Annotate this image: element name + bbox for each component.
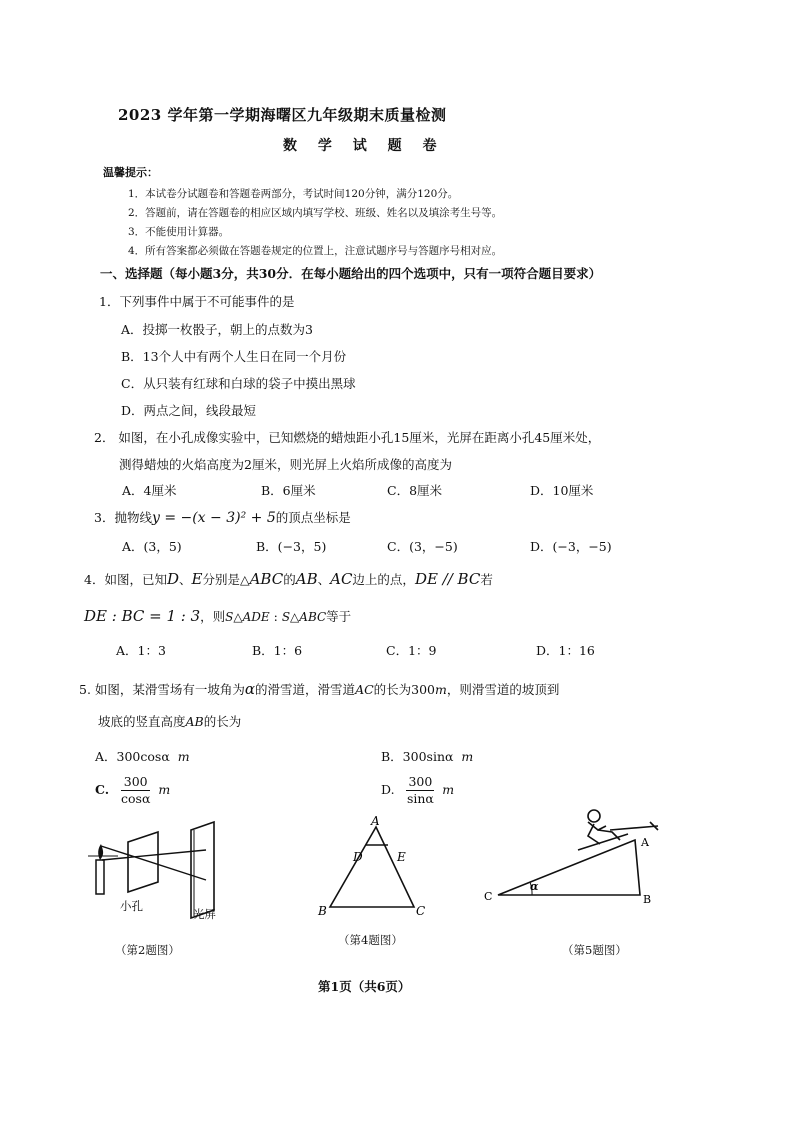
figure-4-caption: （第4题图） bbox=[338, 933, 403, 947]
q1-option-d: D．两点之间，线段最短 bbox=[121, 403, 257, 418]
figure-5-ski-slope bbox=[480, 800, 670, 915]
tip-item-3: 3．不能使用计算器。 bbox=[128, 226, 230, 238]
q1-option-a: A．投掷一枚骰子，朝上的点数为3 bbox=[121, 322, 313, 337]
q4-text-a: 4．如图，已知 bbox=[84, 572, 167, 587]
q5-option-c-label: C. bbox=[95, 782, 110, 797]
q3-option-b: B．(−3，5) bbox=[256, 539, 327, 554]
q5-option-b-unit: m bbox=[461, 749, 474, 764]
tip-item-2: 2．答题前，请在答题卷的相应区域内填写学校、班级、姓名以及填涂考生号等。 bbox=[128, 207, 503, 219]
q5-text-e: 坡底的竖直高度 bbox=[98, 714, 186, 729]
q5-unit: m bbox=[435, 682, 447, 697]
q5-text-d: ，则滑雪道的坡顶到 bbox=[446, 682, 560, 697]
q5-option-a-text: A．300cosα bbox=[95, 749, 170, 764]
q2-option-c: C．8厘米 bbox=[387, 483, 443, 498]
point-e-label: E bbox=[397, 850, 406, 864]
q4-point-d: D bbox=[166, 570, 179, 588]
q4-text-colon: : bbox=[269, 609, 282, 624]
q4-area-abc: S△ABC bbox=[281, 610, 327, 624]
figure-5-caption: （第5题图） bbox=[562, 943, 627, 957]
skier-head bbox=[588, 810, 600, 822]
q1-stem: 1．下列事件中属于不可能事件的是 bbox=[99, 294, 295, 309]
q5-text-f: 的长为 bbox=[203, 714, 242, 729]
q5-option-d bbox=[381, 774, 454, 807]
q4-point-e: E bbox=[191, 570, 203, 588]
section-heading: 一、选择题（每小题3分，共30分．在每小题给出的四个选项中，只有一项符合题目要求） bbox=[100, 266, 602, 281]
q4-text-end: 等于 bbox=[326, 609, 352, 624]
angle-alpha-label: α bbox=[530, 880, 539, 893]
q3-stem bbox=[94, 508, 351, 526]
q4-area-ade: S△ADE bbox=[225, 610, 270, 624]
q5-side-ab: AB bbox=[185, 714, 204, 729]
point-c-label: C bbox=[416, 904, 426, 918]
q4-stem-line1 bbox=[84, 570, 493, 588]
q4-side-ac: AC bbox=[330, 570, 353, 588]
q5-stem-line2 bbox=[98, 712, 241, 730]
q5-option-a-unit: m bbox=[177, 749, 190, 764]
q5-option-c-denominator: cosα bbox=[121, 791, 151, 806]
slope-triangle bbox=[498, 840, 640, 895]
point-c-label: C bbox=[484, 890, 493, 903]
q5-option-d-label: D. bbox=[381, 782, 395, 797]
q5-text-c: 的长为300 bbox=[373, 682, 436, 697]
label-small-hole: 小孔 bbox=[120, 899, 143, 913]
exam-title: 2023 学年第一学期海曙区九年级期末质量检测 bbox=[118, 106, 447, 124]
q5-text-a: 5. 如图，某滑雪场有一坡角为 bbox=[79, 682, 245, 697]
page-number: 第1页（共6页） bbox=[318, 979, 411, 994]
q4-parallel: DE // BC bbox=[414, 570, 481, 588]
q5-option-c-fraction bbox=[121, 774, 150, 807]
skier-leg bbox=[598, 830, 620, 840]
point-d-label: D bbox=[353, 850, 363, 864]
q2-option-d: D．10厘米 bbox=[530, 483, 594, 498]
q4-option-a: A．1：3 bbox=[116, 643, 166, 658]
candle bbox=[96, 860, 104, 894]
q1-option-b: B．13个人中有两个人生日在同一个月份 bbox=[121, 349, 347, 364]
q5-option-b-text: B．300sinα bbox=[381, 749, 454, 764]
q2-option-b: B．6厘米 bbox=[261, 483, 316, 498]
q4-text-b: 、 bbox=[179, 572, 192, 587]
q4-stem-line2 bbox=[84, 607, 351, 625]
q4-text-sep: 、 bbox=[317, 572, 331, 587]
q5-stem-line1 bbox=[79, 680, 559, 698]
figure-4-triangle bbox=[310, 815, 440, 920]
q5-option-d-unit: m bbox=[442, 782, 455, 797]
q5-side-ac: AC bbox=[355, 682, 374, 697]
skier-arm bbox=[588, 822, 606, 830]
q2-stem-line1: 2． 如图，在小孔成像实验中，已知燃烧的蜡烛距小孔15厘米，光屏在距离小孔45厘米处， bbox=[94, 430, 601, 445]
q4-text-g: 若 bbox=[480, 572, 493, 587]
q5-alpha: α bbox=[244, 680, 256, 698]
ski-pole bbox=[610, 826, 658, 830]
q3-option-a: A．(3，5) bbox=[122, 539, 182, 554]
q5-option-d-numerator: 300 bbox=[408, 774, 433, 789]
q5-option-b bbox=[381, 747, 473, 765]
q5-option-c-unit: m bbox=[158, 782, 171, 797]
ski-board bbox=[578, 834, 628, 850]
q4-option-c: C．1：9 bbox=[386, 643, 437, 658]
tips-heading: 温馨提示： bbox=[103, 166, 158, 179]
point-a-label: A bbox=[641, 836, 649, 849]
q5-option-a bbox=[95, 747, 190, 765]
q3-stem-suffix: 的顶点坐标是 bbox=[275, 510, 351, 525]
q5-option-c bbox=[95, 774, 170, 807]
q4-option-b: B．1：6 bbox=[252, 643, 303, 658]
q4-side-ab: AB bbox=[295, 570, 318, 588]
q5-text-b: 的滑雪道，滑雪道 bbox=[255, 682, 356, 697]
q5-option-d-denominator: sinα bbox=[406, 791, 434, 806]
figure-2-caption: （第2题图） bbox=[115, 943, 180, 957]
triangle-abc bbox=[330, 827, 414, 907]
q4-triangle-abc: ABC bbox=[249, 570, 284, 588]
q3-formula: y = −(x − 3)² + 5 bbox=[151, 510, 276, 526]
q1-option-c: C．从只装有红球和白球的袋子中摸出黑球 bbox=[121, 376, 356, 391]
exam-subtitle: 数 学 试 题 卷 bbox=[283, 138, 445, 154]
tip-item-4: 4．所有答案都必须做在答题卷规定的位置上，注意试题序号与答题序号相对应。 bbox=[128, 245, 503, 257]
q2-stem-line2: 测得蜡烛的火焰高度为2厘米，则光屏上火焰所成像的高度为 bbox=[119, 457, 452, 472]
tip-item-1: 1．本试卷分试题卷和答题卷两部分，考试时间120分钟，满分120分。 bbox=[128, 188, 459, 200]
q4-text-de: 的 bbox=[283, 572, 296, 587]
q3-option-d: D．(−3，−5) bbox=[530, 539, 612, 554]
point-a-label: A bbox=[371, 815, 380, 828]
point-b-label: B bbox=[318, 904, 327, 918]
label-screen: 光屏 bbox=[193, 907, 216, 921]
q4-option-d: D．1：16 bbox=[536, 643, 595, 658]
point-b-label: B bbox=[643, 893, 652, 906]
q4-text-c: 分别是△ bbox=[202, 572, 250, 587]
hole-plate bbox=[128, 832, 158, 892]
q2-option-a: A．4厘米 bbox=[122, 483, 177, 498]
q5-option-c-numerator: 300 bbox=[121, 774, 150, 791]
q4-ratio: DE : BC = 1 : 3 bbox=[84, 607, 201, 625]
q4-text-then: ，则 bbox=[200, 609, 226, 624]
q4-text-f: 边上的点， bbox=[352, 572, 415, 587]
q3-option-c: C．(3，−5) bbox=[387, 539, 458, 554]
q5-option-d-fraction bbox=[406, 774, 434, 807]
q3-stem-prefix: 3．抛物线 bbox=[94, 510, 152, 525]
